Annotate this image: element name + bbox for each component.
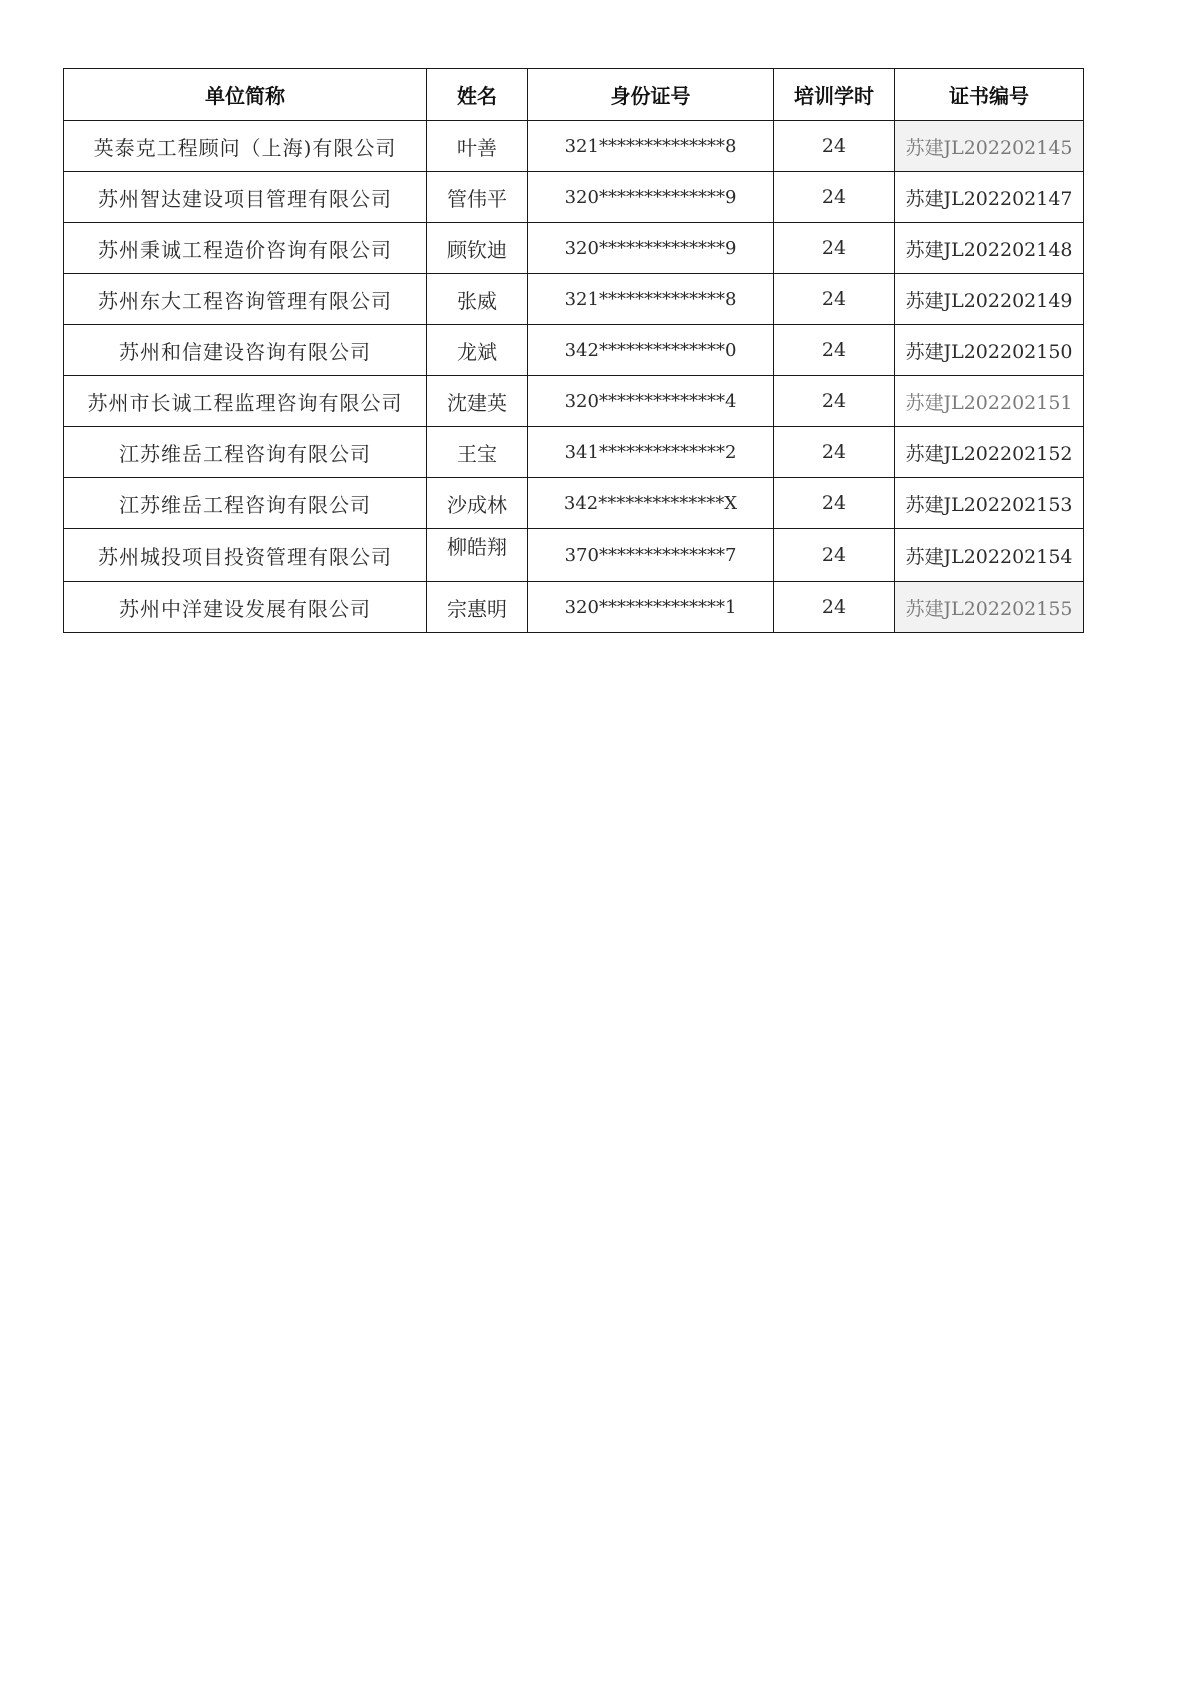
cell-name: 顾钦迪 bbox=[427, 223, 528, 274]
cell-certificate-number: 苏建JL202202151 bbox=[895, 376, 1084, 427]
table-row bbox=[64, 582, 1084, 633]
cell-unit: 江苏维岳工程咨询有限公司 bbox=[64, 478, 427, 529]
cell-id-number: 321**************8 bbox=[528, 274, 774, 325]
cell-training-hours: 24 bbox=[774, 478, 895, 529]
cell-name: 管伟平 bbox=[427, 172, 528, 223]
cell-name: 沙成林 bbox=[427, 478, 528, 529]
table-row bbox=[64, 478, 1084, 529]
table-row bbox=[64, 325, 1084, 376]
cell-name: 沈建英 bbox=[427, 376, 528, 427]
header-id-number: 身份证号 bbox=[528, 69, 774, 121]
cell-training-hours: 24 bbox=[774, 325, 895, 376]
cell-name: 张威 bbox=[427, 274, 528, 325]
table-row bbox=[64, 121, 1084, 172]
cell-name: 柳皓翔 bbox=[427, 529, 528, 582]
table-row bbox=[64, 427, 1084, 478]
cell-training-hours: 24 bbox=[774, 223, 895, 274]
table-row bbox=[64, 223, 1084, 274]
cell-id-number: 320**************4 bbox=[528, 376, 774, 427]
header-unit: 单位简称 bbox=[64, 69, 427, 121]
header-certificate-number: 证书编号 bbox=[895, 69, 1084, 121]
cell-training-hours: 24 bbox=[774, 582, 895, 633]
header-name: 姓名 bbox=[427, 69, 528, 121]
cell-unit: 苏州城投项目投资管理有限公司 bbox=[64, 529, 427, 582]
cell-unit: 苏州和信建设咨询有限公司 bbox=[64, 325, 427, 376]
table-row bbox=[64, 376, 1084, 427]
cell-id-number: 370**************7 bbox=[528, 529, 774, 582]
cell-id-number: 320**************1 bbox=[528, 582, 774, 633]
cell-training-hours: 24 bbox=[774, 427, 895, 478]
cell-id-number: 321**************8 bbox=[528, 121, 774, 172]
cell-name: 王宝 bbox=[427, 427, 528, 478]
cell-id-number: 320**************9 bbox=[528, 223, 774, 274]
cell-training-hours: 24 bbox=[774, 274, 895, 325]
cell-training-hours: 24 bbox=[774, 376, 895, 427]
cell-unit: 苏州智达建设项目管理有限公司 bbox=[64, 172, 427, 223]
header-training-hours: 培训学时 bbox=[774, 69, 895, 121]
cell-name: 龙斌 bbox=[427, 325, 528, 376]
cell-training-hours: 24 bbox=[774, 529, 895, 582]
cell-certificate-number: 苏建JL202202145 bbox=[895, 121, 1084, 172]
cell-id-number: 342**************0 bbox=[528, 325, 774, 376]
cell-certificate-number: 苏建JL202202155 bbox=[895, 582, 1084, 633]
cell-certificate-number: 苏建JL202202150 bbox=[895, 325, 1084, 376]
cell-certificate-number: 苏建JL202202152 bbox=[895, 427, 1084, 478]
cell-name: 宗惠明 bbox=[427, 582, 528, 633]
cell-certificate-number: 苏建JL202202147 bbox=[895, 172, 1084, 223]
cell-certificate-number: 苏建JL202202154 bbox=[895, 529, 1084, 582]
cell-unit: 苏州中洋建设发展有限公司 bbox=[64, 582, 427, 633]
cell-id-number: 320**************9 bbox=[528, 172, 774, 223]
roster-table bbox=[63, 68, 1084, 633]
cell-name: 叶善 bbox=[427, 121, 528, 172]
header-row bbox=[64, 69, 1084, 121]
cell-unit: 苏州市长诚工程监理咨询有限公司 bbox=[64, 376, 427, 427]
cell-certificate-number: 苏建JL202202148 bbox=[895, 223, 1084, 274]
cell-id-number: 342**************X bbox=[528, 478, 774, 529]
cell-unit: 英泰克工程顾问（上海)有限公司 bbox=[64, 121, 427, 172]
cell-id-number: 341**************2 bbox=[528, 427, 774, 478]
cell-certificate-number: 苏建JL202202149 bbox=[895, 274, 1084, 325]
table-row bbox=[64, 274, 1084, 325]
cell-unit: 苏州秉诚工程造价咨询有限公司 bbox=[64, 223, 427, 274]
certificate-roster-sheet bbox=[63, 68, 1084, 633]
table-row bbox=[64, 529, 1084, 582]
cell-unit: 江苏维岳工程咨询有限公司 bbox=[64, 427, 427, 478]
cell-training-hours: 24 bbox=[774, 172, 895, 223]
cell-unit: 苏州东大工程咨询管理有限公司 bbox=[64, 274, 427, 325]
table-row bbox=[64, 172, 1084, 223]
cell-certificate-number: 苏建JL202202153 bbox=[895, 478, 1084, 529]
cell-training-hours: 24 bbox=[774, 121, 895, 172]
